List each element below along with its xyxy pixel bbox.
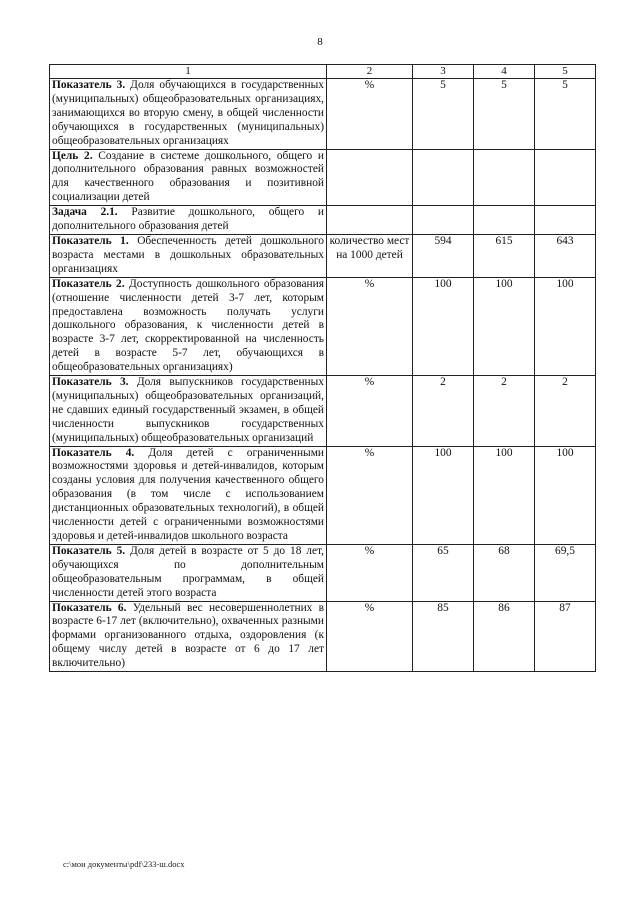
value-cell: 100	[474, 277, 535, 375]
table-row	[50, 544, 596, 601]
unit-cell: %	[327, 446, 413, 544]
indicator-description	[50, 277, 327, 375]
indicator-description	[50, 376, 327, 447]
table-row	[50, 277, 596, 375]
column-header: 4	[474, 65, 535, 79]
value-cell: 2	[535, 376, 596, 447]
value-cell: 5	[413, 79, 474, 150]
value-cell	[413, 149, 474, 206]
task-label: Задача 2.1.	[52, 206, 118, 219]
table-row	[50, 79, 596, 150]
indicator-description	[50, 206, 327, 235]
value-cell: 594	[413, 234, 474, 277]
indicator-label: Показатель 6.	[52, 601, 127, 614]
indicator-label: Показатель 2.	[52, 277, 125, 290]
indicator-description	[50, 446, 327, 544]
value-cell: 85	[413, 601, 474, 672]
value-cell: 68	[474, 544, 535, 601]
indicator-text: Удельный вес несовершеннолетних в возрасте 6-17 лет (включительно), охваченных разными формами организованного отдыха, оздоровления (к общему числу детей в возрасте от 6 до 17 лет включительно)	[52, 601, 324, 670]
value-cell: 5	[535, 79, 596, 150]
table-row	[50, 601, 596, 672]
indicator-description	[50, 601, 327, 672]
indicator-text: Обеспеченность детей дошкольного возраста местами в дошкольных образовательных организациях	[52, 234, 324, 275]
value-cell: 643	[535, 234, 596, 277]
indicator-label: Показатель 4.	[52, 446, 135, 459]
unit-cell: %	[327, 277, 413, 375]
unit-cell	[327, 206, 413, 235]
indicator-label: Показатель 3.	[52, 79, 126, 91]
value-cell: 615	[474, 234, 535, 277]
value-cell: 2	[413, 376, 474, 447]
column-header: 3	[413, 65, 474, 79]
indicator-text: Доля обучающихся в государственных (муниципальных) общеобразовательных организациях, занимающихся во вторую смену, в общей численности обучающихся в государственных (муниципальных) общеобразовательных организациях	[52, 79, 324, 147]
unit-cell: %	[327, 544, 413, 601]
footer-file-path: c:\мои документы\pdf\233-ш.docx	[63, 859, 185, 869]
unit-cell: %	[327, 376, 413, 447]
indicator-label: Показатель 3.	[52, 376, 129, 389]
indicator-text: Доступность дошкольного образования (отношение численности детей 3-7 лет, которым предоставлена возможность получать услуги дошкольного образования, к численности детей в возрасте 3-7 лет, скорректированной на численность детей в возрасте 5-7 лет, обучающихся в общеобразовательных организациях)	[52, 277, 324, 374]
unit-cell: %	[327, 601, 413, 672]
value-cell: 2	[474, 376, 535, 447]
indicator-description	[50, 149, 327, 206]
value-cell	[474, 206, 535, 235]
value-cell	[535, 149, 596, 206]
value-cell: 5	[474, 79, 535, 150]
page-number: 8	[317, 36, 323, 48]
value-cell: 69,5	[535, 544, 596, 601]
indicator-table	[49, 64, 596, 672]
table-row	[50, 206, 596, 235]
table-row	[50, 234, 596, 277]
indicator-label: Показатель 1.	[52, 234, 129, 247]
indicator-description	[50, 234, 327, 277]
value-cell: 100	[474, 446, 535, 544]
indicator-label: Показатель 5.	[52, 544, 126, 557]
value-cell: 100	[535, 446, 596, 544]
value-cell	[413, 206, 474, 235]
unit-cell: %	[327, 79, 413, 150]
unit-cell: количество мест на 1000 детей	[327, 234, 413, 277]
column-header: 1	[50, 65, 327, 79]
goal-text: Создание в системе дошкольного, общего и дополнительного образования равных возможностей для качественного образования и позитивной социализации детей	[52, 149, 324, 204]
value-cell: 87	[535, 601, 596, 672]
table-row	[50, 149, 596, 206]
goal-label: Цель 2.	[52, 149, 93, 162]
value-cell: 65	[413, 544, 474, 601]
indicator-text: Доля выпускников государственных (муниципальных) общеобразовательных организаций, не сдавших единый государственный экзамен, в общей численности выпускников государственных (муниципальных) общеобразовательных организаций	[52, 376, 324, 444]
table-row	[50, 376, 596, 447]
value-cell	[474, 149, 535, 206]
value-cell	[535, 206, 596, 235]
unit-cell	[327, 149, 413, 206]
column-header: 2	[327, 65, 413, 79]
table-header-row	[50, 65, 596, 79]
indicator-text: Доля детей в возрасте от 5 до 18 лет, обучающихся по дополнительным общеобразовательным программам, в общей численности детей этого возраста	[52, 544, 324, 599]
table-row	[50, 446, 596, 544]
task-text: Развитие дошкольного, общего и дополнительного образования детей	[52, 206, 324, 233]
value-cell: 100	[535, 277, 596, 375]
value-cell: 100	[413, 446, 474, 544]
indicator-text: Доля детей с ограниченными возможностями здоровья и детей-инвалидов, которым созданы условия для получения качественного общего образования (в том числе с использованием дистанционных образовательных технологий), в общей численности детей с ограниченными возможностями здоровья и детей-инвалидов школьного возраста	[52, 446, 325, 542]
value-cell: 86	[474, 601, 535, 672]
indicator-description	[50, 544, 327, 601]
indicator-description	[50, 79, 327, 150]
value-cell: 100	[413, 277, 474, 375]
column-header: 5	[535, 65, 596, 79]
